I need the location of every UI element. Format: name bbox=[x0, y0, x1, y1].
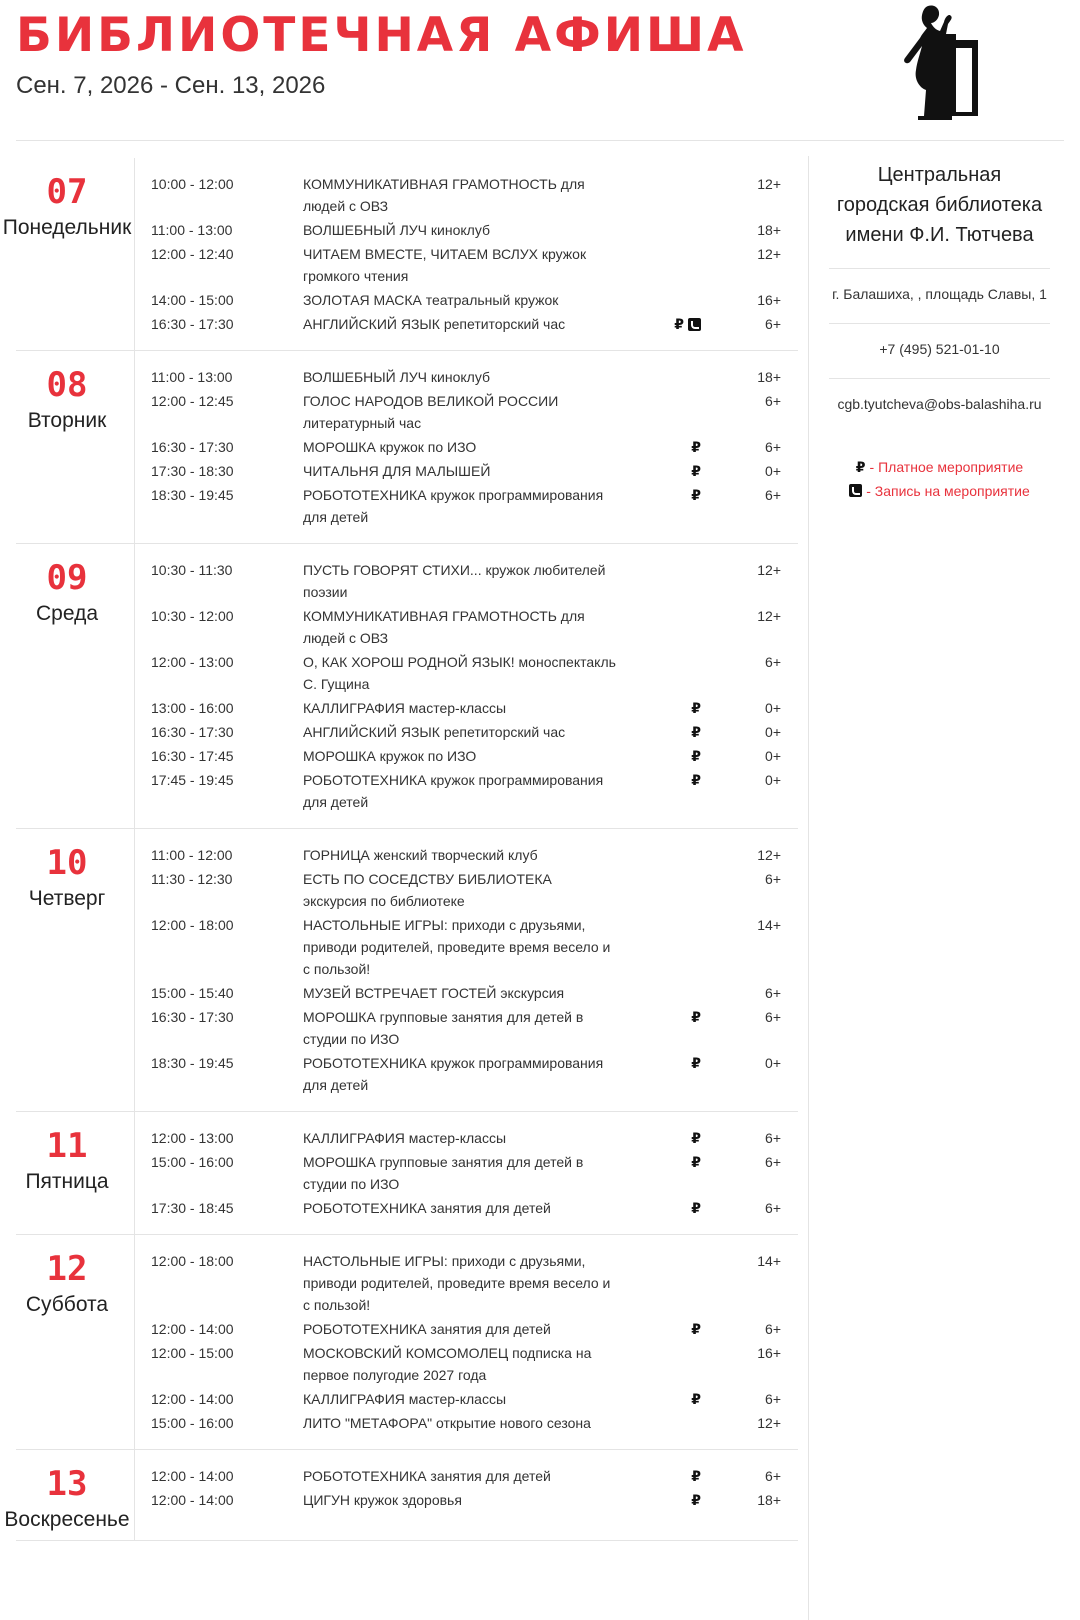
event-row[interactable] bbox=[135, 843, 798, 867]
event-time: 12:00 - 12:40 bbox=[151, 246, 234, 262]
event-icons bbox=[617, 1388, 701, 1406]
day-label bbox=[0, 1126, 134, 1194]
event-age: 12+ bbox=[757, 847, 781, 863]
day-events bbox=[134, 1112, 798, 1234]
event-age: 0+ bbox=[765, 1055, 781, 1071]
event-title[interactable]: ЗОЛОТАЯ МАСКА театральный кружок bbox=[303, 292, 559, 308]
ruble-icon: ₽ bbox=[691, 1492, 701, 1508]
event-age: 0+ bbox=[765, 463, 781, 479]
event-time: 10:30 - 11:30 bbox=[151, 562, 233, 578]
event-row[interactable] bbox=[135, 1464, 798, 1488]
event-title[interactable]: РОБОТОТЕХНИКА занятия для детей bbox=[303, 1321, 551, 1337]
event-icons bbox=[617, 651, 701, 655]
ruble-icon: ₽ bbox=[691, 748, 701, 764]
event-icons bbox=[617, 219, 701, 223]
ruble-icon: ₽ bbox=[691, 1200, 701, 1216]
day-name: Суббота bbox=[25, 1293, 109, 1316]
event-row[interactable] bbox=[135, 1051, 798, 1097]
event-row[interactable] bbox=[135, 389, 798, 435]
event-title[interactable]: КАЛЛИГРАФИЯ мастер-классы bbox=[303, 1130, 506, 1146]
event-icons bbox=[617, 559, 701, 563]
day-name: Вторник bbox=[27, 409, 107, 432]
event-row[interactable] bbox=[135, 1411, 798, 1435]
day-number: 09 bbox=[46, 558, 88, 598]
event-time: 15:00 - 15:40 bbox=[151, 985, 234, 1001]
event-row[interactable] bbox=[135, 459, 798, 483]
day-name: Воскресенье bbox=[4, 1508, 130, 1531]
event-time: 10:30 - 12:00 bbox=[151, 608, 234, 624]
event-age: 0+ bbox=[765, 772, 781, 788]
sidebar-divider bbox=[829, 378, 1050, 379]
event-time: 16:30 - 17:45 bbox=[151, 748, 234, 764]
event-title[interactable]: МОРОШКА групповые занятия для детей в студии по ИЗО bbox=[303, 1009, 584, 1047]
event-icons bbox=[617, 721, 701, 739]
event-time: 18:30 - 19:45 bbox=[151, 1055, 234, 1071]
event-age: 0+ bbox=[765, 748, 781, 764]
event-age: 0+ bbox=[765, 700, 781, 716]
sidebar bbox=[808, 156, 1064, 1620]
event-title[interactable]: КОММУНИКАТИВНАЯ ГРАМОТНОСТЬ для людей с ОВЗ bbox=[303, 176, 585, 214]
event-row[interactable] bbox=[135, 1249, 798, 1317]
event-row[interactable] bbox=[135, 558, 798, 604]
event-time: 12:00 - 15:00 bbox=[151, 1345, 234, 1361]
event-title[interactable]: ЧИТАЕМ ВМЕСТЕ, ЧИТАЕМ ВСЛУХ кружок громкого чтения bbox=[303, 246, 587, 284]
day-number: 12 bbox=[46, 1249, 88, 1289]
event-icons bbox=[617, 1489, 701, 1507]
legend-paid bbox=[829, 455, 1050, 479]
ruble-icon: ₽ bbox=[691, 700, 701, 716]
event-title[interactable]: ВОЛШЕБНЫЙ ЛУЧ киноклуб bbox=[303, 369, 490, 385]
event-row[interactable] bbox=[135, 1126, 798, 1150]
event-age: 18+ bbox=[757, 222, 781, 238]
event-title[interactable]: ГОРНИЦА женский творческий клуб bbox=[303, 847, 538, 863]
event-title[interactable]: НАСТОЛЬНЫЕ ИГРЫ: приходи с друзьями, приводи родителей, проведите время весело и с пользой! bbox=[303, 917, 611, 977]
event-age: 6+ bbox=[765, 1321, 781, 1337]
event-title[interactable]: МОРОШКА групповые занятия для детей в студии по ИЗО bbox=[303, 1154, 584, 1192]
event-icons bbox=[617, 769, 701, 787]
event-time: 14:00 - 15:00 bbox=[151, 292, 234, 308]
event-age: 6+ bbox=[765, 1009, 781, 1025]
event-age: 6+ bbox=[765, 1130, 781, 1146]
ruble-icon: ₽ bbox=[691, 1009, 701, 1025]
event-title[interactable]: КАЛЛИГРАФИЯ мастер-классы bbox=[303, 700, 506, 716]
event-row[interactable] bbox=[135, 720, 798, 744]
event-age: 6+ bbox=[765, 487, 781, 503]
ruble-icon: ₽ bbox=[691, 1055, 701, 1071]
event-row[interactable] bbox=[135, 483, 798, 529]
event-time: 12:00 - 14:00 bbox=[151, 1391, 234, 1407]
day-number: 07 bbox=[46, 172, 88, 212]
event-time: 15:00 - 16:00 bbox=[151, 1415, 234, 1431]
day-block bbox=[16, 351, 798, 544]
event-icons bbox=[617, 1412, 701, 1416]
event-row[interactable] bbox=[135, 1488, 798, 1512]
event-age: 6+ bbox=[765, 316, 781, 332]
event-row[interactable] bbox=[135, 744, 798, 768]
event-icons bbox=[617, 173, 701, 177]
event-age: 6+ bbox=[765, 985, 781, 1001]
phone-icon bbox=[688, 318, 701, 331]
ruble-icon: ₽ bbox=[691, 1321, 701, 1337]
event-age: 18+ bbox=[757, 1492, 781, 1508]
event-icons bbox=[617, 436, 701, 454]
event-title[interactable]: ВОЛШЕБНЫЙ ЛУЧ киноклуб bbox=[303, 222, 490, 238]
day-block bbox=[16, 829, 798, 1112]
event-icons bbox=[617, 697, 701, 715]
event-age: 6+ bbox=[765, 393, 781, 409]
event-title[interactable]: НАСТОЛЬНЫЕ ИГРЫ: приходи с друзьями, приводи родителей, проведите время весело и с пользой! bbox=[303, 1253, 611, 1313]
ruble-icon: ₽ bbox=[691, 1391, 701, 1407]
event-icons bbox=[617, 289, 701, 293]
event-time: 11:00 - 12:00 bbox=[151, 847, 233, 863]
day-block bbox=[2, 158, 798, 351]
day-events bbox=[134, 1235, 798, 1449]
event-time: 13:00 - 16:00 bbox=[151, 700, 234, 716]
event-time: 12:00 - 13:00 bbox=[151, 654, 234, 670]
event-icons bbox=[617, 313, 701, 331]
event-row[interactable] bbox=[135, 768, 798, 814]
event-age: 14+ bbox=[757, 917, 781, 933]
day-number: 13 bbox=[46, 1464, 88, 1504]
sidebar-divider bbox=[829, 323, 1050, 324]
library-logo-icon bbox=[898, 4, 986, 122]
day-label bbox=[0, 1249, 134, 1317]
event-title[interactable]: ЧИТАЛЬНЯ ДЛЯ МАЛЫШЕЙ bbox=[303, 463, 491, 479]
header-divider bbox=[16, 140, 1064, 141]
event-title[interactable]: КАЛЛИГРАФИЯ мастер-классы bbox=[303, 1391, 506, 1407]
library-email[interactable]: cgb.tyutcheva@obs-balashiha.ru bbox=[837, 396, 1042, 412]
day-label bbox=[0, 365, 134, 433]
event-title[interactable]: МОРОШКА кружок по ИЗО bbox=[303, 439, 477, 455]
date-range: Сен. 7, 2026 - Сен. 13, 2026 bbox=[16, 72, 326, 99]
event-icons bbox=[617, 1127, 701, 1145]
page-header bbox=[0, 0, 1080, 142]
day-block bbox=[16, 544, 798, 829]
day-number: 10 bbox=[46, 843, 88, 883]
event-icons bbox=[617, 982, 701, 986]
ruble-icon: ₽ bbox=[691, 724, 701, 740]
event-age: 6+ bbox=[765, 1468, 781, 1484]
day-label bbox=[0, 1464, 134, 1532]
day-block bbox=[16, 1235, 798, 1450]
event-title[interactable]: РОБОТОТЕХНИКА занятия для детей bbox=[303, 1200, 551, 1216]
event-icons bbox=[617, 484, 701, 502]
event-title[interactable]: ЛИТО "МЕТАФОРА" открытие нового сезона bbox=[303, 1415, 591, 1431]
event-time: 17:45 - 19:45 bbox=[151, 772, 234, 788]
event-title[interactable]: АНГЛИЙСКИЙ ЯЗЫК репетиторский час bbox=[303, 316, 566, 332]
event-title[interactable]: РОБОТОТЕХНИКА кружок программирования для детей bbox=[303, 487, 604, 525]
event-row[interactable] bbox=[135, 1387, 798, 1411]
event-title[interactable]: КОММУНИКАТИВНАЯ ГРАМОТНОСТЬ для людей с ОВЗ bbox=[303, 608, 585, 646]
day-label bbox=[0, 558, 134, 626]
event-icons bbox=[617, 1197, 701, 1215]
ruble-icon: ₽ bbox=[691, 772, 701, 788]
event-icons bbox=[617, 745, 701, 763]
event-title[interactable]: ГОЛОС НАРОДОВ ВЕЛИКОЙ РОССИИ литературный час bbox=[303, 393, 559, 431]
event-title[interactable]: ЦИГУН кружок здоровья bbox=[303, 1492, 462, 1508]
event-icons bbox=[617, 1342, 701, 1346]
ruble-icon: ₽ bbox=[691, 487, 701, 503]
event-time: 12:00 - 12:45 bbox=[151, 393, 234, 409]
sidebar-divider bbox=[829, 268, 1050, 269]
day-name: Четверг bbox=[28, 887, 106, 910]
event-icons bbox=[617, 844, 701, 848]
event-age: 6+ bbox=[765, 654, 781, 670]
day-name: Среда bbox=[36, 602, 98, 625]
day-block bbox=[16, 1112, 798, 1235]
event-time: 16:30 - 17:30 bbox=[151, 724, 234, 740]
legend-paid-label: - Платное мероприятие bbox=[869, 459, 1024, 475]
event-time: 12:00 - 14:00 bbox=[151, 1321, 234, 1337]
event-time: 15:00 - 16:00 bbox=[151, 1154, 234, 1170]
event-row[interactable] bbox=[135, 365, 798, 389]
event-age: 6+ bbox=[765, 1391, 781, 1407]
ruble-icon: ₽ bbox=[691, 463, 701, 479]
event-row[interactable] bbox=[135, 435, 798, 459]
event-time: 11:00 - 13:00 bbox=[151, 369, 233, 385]
schedule bbox=[2, 158, 798, 1541]
event-row[interactable] bbox=[135, 604, 798, 650]
event-icons bbox=[617, 460, 701, 478]
event-row[interactable] bbox=[135, 1341, 798, 1387]
event-icons bbox=[617, 366, 701, 370]
event-title[interactable]: РОБОТОТЕХНИКА кружок программирования для детей bbox=[303, 1055, 604, 1093]
day-events bbox=[134, 351, 798, 543]
day-events bbox=[134, 544, 798, 828]
day-label bbox=[0, 172, 134, 240]
page-title: БИБЛИОТЕЧНАЯ АФИША bbox=[16, 8, 747, 63]
event-time: 12:00 - 18:00 bbox=[151, 1253, 234, 1269]
event-row[interactable] bbox=[135, 288, 798, 312]
event-time: 17:30 - 18:30 bbox=[151, 463, 234, 479]
event-row[interactable] bbox=[135, 867, 798, 913]
event-title[interactable]: О, КАК ХОРОШ РОДНОЙ ЯЗЫК! моноспектакль С. Гущина bbox=[303, 654, 616, 692]
event-row[interactable] bbox=[135, 312, 798, 336]
phone-icon bbox=[849, 484, 862, 497]
event-time: 11:00 - 13:00 bbox=[151, 222, 233, 238]
day-number: 08 bbox=[46, 365, 88, 405]
event-icons bbox=[617, 1318, 701, 1336]
event-time: 16:30 - 17:30 bbox=[151, 439, 234, 455]
event-icons bbox=[617, 868, 701, 872]
event-time: 11:30 - 12:30 bbox=[151, 871, 233, 887]
event-time: 12:00 - 14:00 bbox=[151, 1468, 234, 1484]
day-events bbox=[134, 829, 798, 1111]
ruble-icon: ₽ bbox=[674, 316, 684, 332]
event-time: 12:00 - 18:00 bbox=[151, 917, 234, 933]
event-age: 16+ bbox=[757, 292, 781, 308]
event-age: 18+ bbox=[757, 369, 781, 385]
event-time: 16:30 - 17:30 bbox=[151, 316, 234, 332]
ruble-icon: ₽ bbox=[691, 1154, 701, 1170]
event-icons bbox=[617, 914, 701, 918]
event-title[interactable]: ЕСТЬ ПО СОСЕДСТВУ БИБЛИОТЕКА экскурсия по библиотеке bbox=[303, 871, 552, 909]
event-age: 12+ bbox=[757, 246, 781, 262]
day-number: 11 bbox=[46, 1126, 88, 1166]
event-age: 16+ bbox=[757, 1345, 781, 1361]
event-age: 6+ bbox=[765, 871, 781, 887]
event-time: 16:30 - 17:30 bbox=[151, 1009, 234, 1025]
event-title[interactable]: ПУСТЬ ГОВОРЯТ СТИХИ... кружок любителей поэзии bbox=[303, 562, 606, 600]
legend-registration bbox=[829, 479, 1050, 503]
event-age: 12+ bbox=[757, 562, 781, 578]
day-events bbox=[134, 1450, 798, 1540]
event-age: 12+ bbox=[757, 176, 781, 192]
event-age: 12+ bbox=[757, 608, 781, 624]
day-block bbox=[4, 1450, 798, 1541]
ruble-icon: ₽ bbox=[855, 459, 866, 475]
day-events bbox=[134, 158, 798, 350]
event-time: 12:00 - 13:00 bbox=[151, 1130, 234, 1146]
event-row[interactable] bbox=[135, 1196, 798, 1220]
event-row[interactable] bbox=[135, 218, 798, 242]
event-row[interactable] bbox=[135, 172, 798, 218]
library-address: г. Балашиха, , площадь Славы, 1 bbox=[832, 286, 1047, 302]
day-name: Понедельник bbox=[2, 216, 132, 239]
event-icons bbox=[617, 605, 701, 609]
event-row[interactable] bbox=[135, 242, 798, 288]
event-age: 12+ bbox=[757, 1415, 781, 1431]
event-row[interactable] bbox=[135, 650, 798, 696]
event-icons bbox=[617, 1151, 701, 1169]
event-row[interactable] bbox=[135, 913, 798, 981]
event-row[interactable] bbox=[135, 1005, 798, 1051]
ruble-icon: ₽ bbox=[691, 1130, 701, 1146]
event-title[interactable]: МОСКОВСКИЙ КОМСОМОЛЕЦ подписка на первое полугодие 2027 года bbox=[303, 1345, 592, 1383]
event-time: 10:00 - 12:00 bbox=[151, 176, 234, 192]
event-time: 18:30 - 19:45 bbox=[151, 487, 234, 503]
event-age: 0+ bbox=[765, 724, 781, 740]
library-phone[interactable]: +7 (495) 521-01-10 bbox=[879, 341, 1000, 357]
event-row[interactable] bbox=[135, 1317, 798, 1341]
event-row[interactable] bbox=[135, 1150, 798, 1196]
event-icons bbox=[617, 1250, 701, 1254]
event-age: 14+ bbox=[757, 1253, 781, 1269]
ruble-icon: ₽ bbox=[691, 439, 701, 455]
ruble-icon: ₽ bbox=[691, 1468, 701, 1484]
event-age: 6+ bbox=[765, 439, 781, 455]
event-icons bbox=[617, 243, 701, 247]
event-title[interactable]: АНГЛИЙСКИЙ ЯЗЫК репетиторский час bbox=[303, 724, 566, 740]
event-icons bbox=[617, 1465, 701, 1483]
event-title[interactable]: РОБОТОТЕХНИКА занятия для детей bbox=[303, 1468, 551, 1484]
event-age: 6+ bbox=[765, 1154, 781, 1170]
event-time: 17:30 - 18:45 bbox=[151, 1200, 234, 1216]
event-title[interactable]: РОБОТОТЕХНИКА кружок программирования для детей bbox=[303, 772, 604, 810]
event-age: 6+ bbox=[765, 1200, 781, 1216]
event-title[interactable]: МОРОШКА кружок по ИЗО bbox=[303, 748, 477, 764]
event-icons bbox=[617, 1052, 701, 1070]
event-row[interactable] bbox=[135, 981, 798, 1005]
day-label bbox=[0, 843, 134, 911]
library-name: Центральная городская библиотека имени Ф.И. Тютчева bbox=[836, 164, 1043, 246]
event-icons bbox=[617, 1006, 701, 1024]
day-name: Пятница bbox=[25, 1170, 109, 1193]
event-time: 12:00 - 14:00 bbox=[151, 1492, 234, 1508]
event-row[interactable] bbox=[135, 696, 798, 720]
legend-registration-label: - Запись на мероприятие bbox=[866, 483, 1030, 499]
event-icons bbox=[617, 390, 701, 394]
legend bbox=[829, 455, 1050, 503]
event-title[interactable]: МУЗЕЙ ВСТРЕЧАЕТ ГОСТЕЙ экскурсия bbox=[303, 985, 565, 1001]
